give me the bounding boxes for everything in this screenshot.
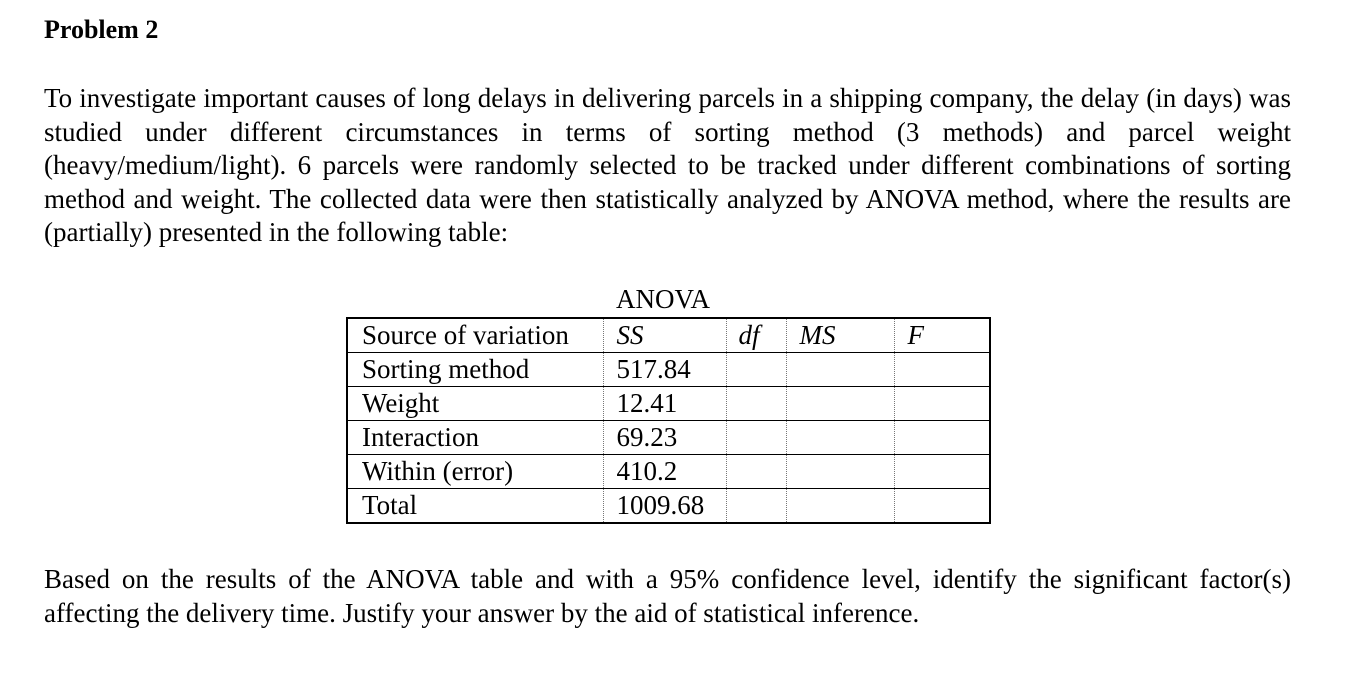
table-row — [347, 489, 990, 524]
row-ss: 410.2 — [603, 455, 726, 489]
row-df — [726, 353, 786, 387]
row-f — [894, 387, 990, 421]
row-df — [726, 455, 786, 489]
table-row — [347, 387, 990, 421]
header-ss: SS — [603, 318, 726, 353]
row-source: Sorting method — [347, 353, 603, 387]
header-f: F — [894, 318, 990, 353]
header-ms: MS — [786, 318, 894, 353]
row-ms — [786, 353, 894, 387]
row-f — [894, 421, 990, 455]
table-row — [347, 353, 990, 387]
row-ss: 517.84 — [603, 353, 726, 387]
row-ms — [786, 455, 894, 489]
header-source: Source of variation — [347, 318, 603, 353]
header-df: df — [726, 318, 786, 353]
row-ss: 1009.68 — [603, 489, 726, 524]
table-row — [347, 455, 990, 489]
anova-table — [346, 317, 991, 524]
problem-intro-text: To investigate important causes of long delays in delivering parcels in a shipping company, the delay (in days) was studied under different circumstances in terms of sorting method (3 methods) and parcel weight (heavy/medium/light). 6 parcels were randomly selected to be tracked under different combinations of sorting method and weight. The collected data were then statistically analyzed by ANOVA method, where the results are (partially) presented in the following table: — [44, 83, 1291, 247]
row-f — [894, 455, 990, 489]
row-ss: 69.23 — [603, 421, 726, 455]
row-source: Weight — [347, 387, 603, 421]
row-source: Total — [362, 490, 418, 520]
row-ms — [786, 387, 894, 421]
table-row — [347, 421, 990, 455]
row-df — [726, 421, 786, 455]
row-source: Interaction — [347, 421, 603, 455]
row-source: Within (error) — [347, 455, 603, 489]
problem-question-text: Based on the results of the ANOVA table and with a 95% confidence level, identify the significant factor(s) affecting the delivery time. Justify your answer by the aid of statistical inference. — [44, 564, 1291, 628]
anova-header-row — [347, 318, 990, 353]
row-f — [894, 353, 990, 387]
row-ms — [786, 489, 894, 524]
row-df — [726, 387, 786, 421]
problem-heading: Problem 2 — [44, 15, 159, 44]
row-f — [894, 489, 990, 524]
row-ss: 12.41 — [603, 387, 726, 421]
anova-table-caption: ANOVA — [616, 284, 711, 314]
row-ms — [786, 421, 894, 455]
row-df — [726, 489, 786, 524]
